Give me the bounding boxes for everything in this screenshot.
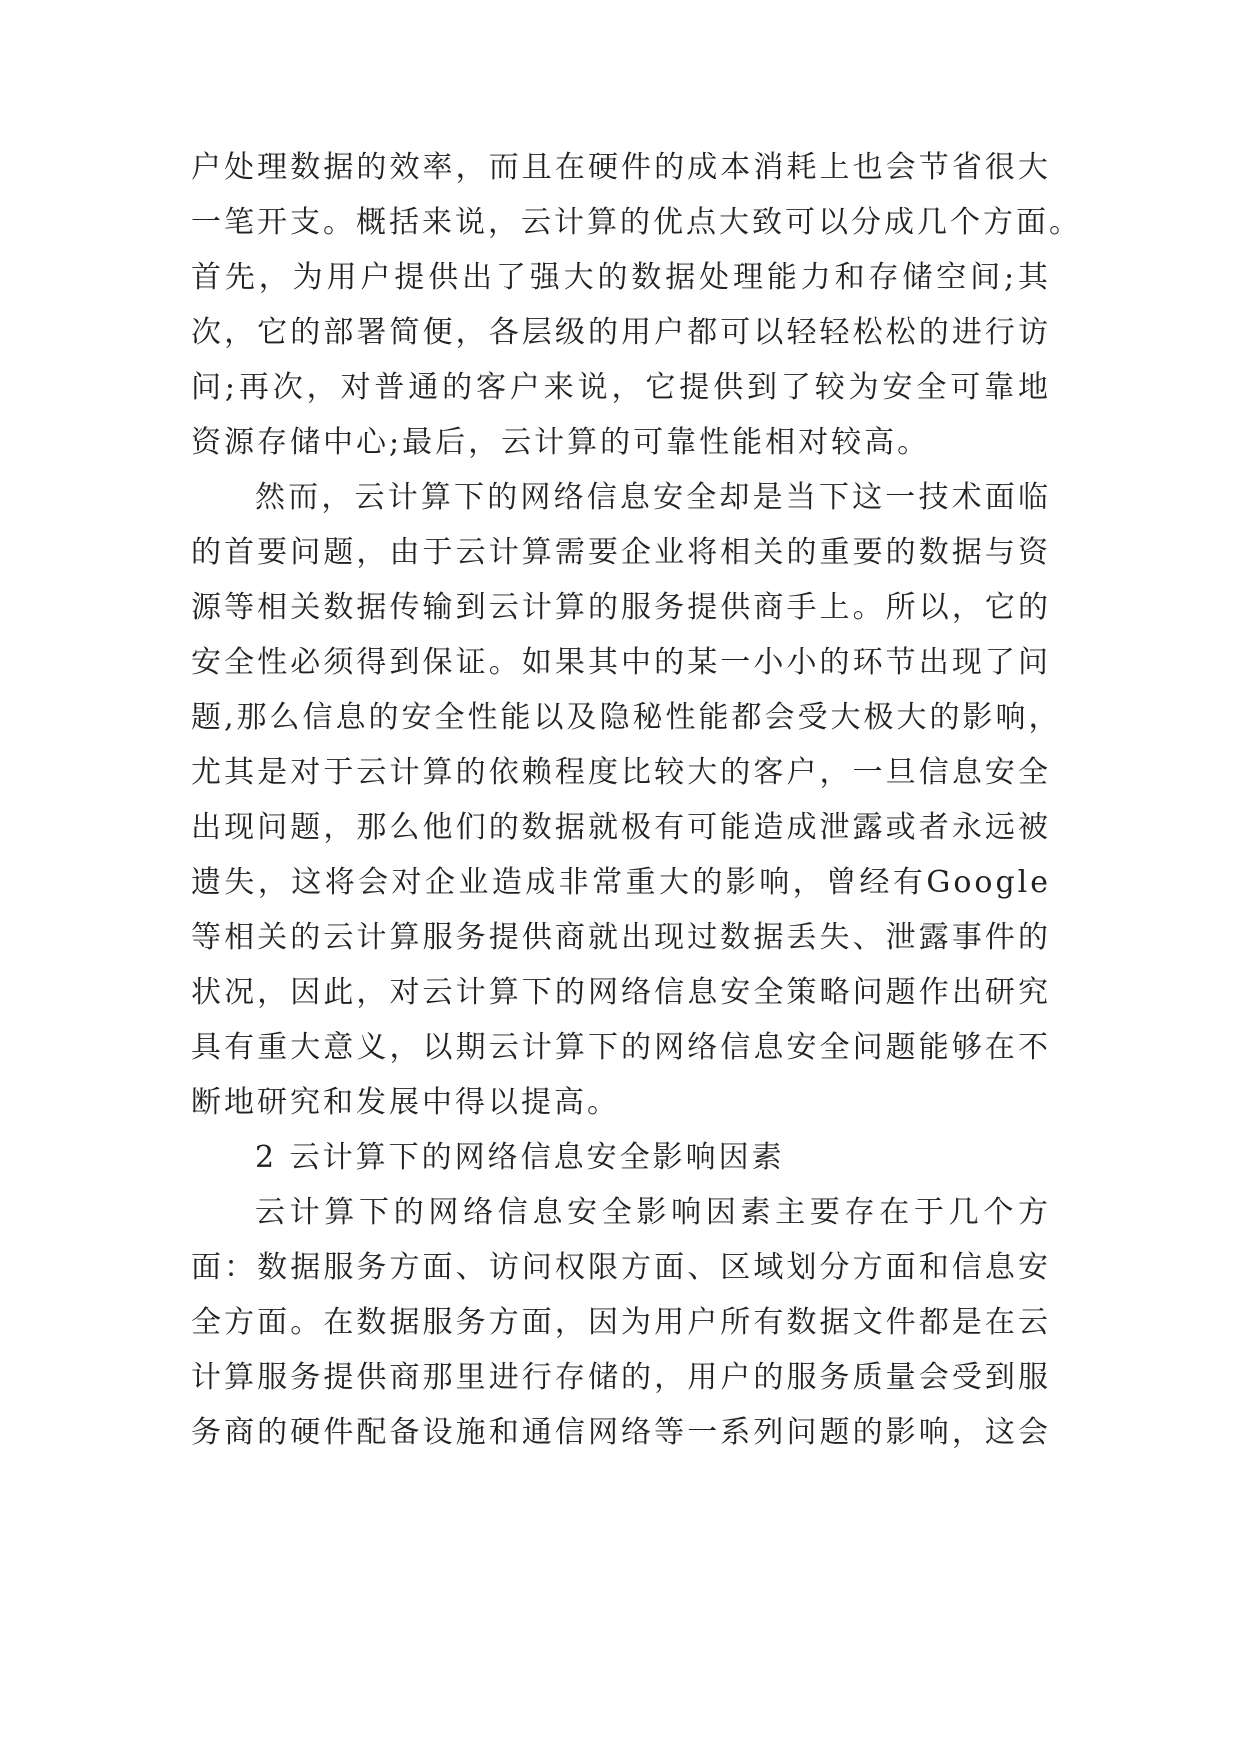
text-line: 计算服务提供商那里进行存储的，用户的服务质量会受到服 bbox=[191, 1360, 1051, 1395]
text-line: 问;再次，对普通的客户来说，它提供到了较为安全可靠地 bbox=[191, 370, 1051, 405]
text-line: 全方面。在数据服务方面，因为用户所有数据文件都是在云 bbox=[191, 1305, 1051, 1340]
text-line: 题,那么信息的安全性能以及隐秘性能都会受大极大的影响， bbox=[191, 700, 1062, 735]
text-line: 务商的硬件配备设施和通信网络等一系列问题的影响，这会 bbox=[191, 1415, 1051, 1450]
text-line: 安全性必须得到保证。如果其中的某一小小的环节出现了问 bbox=[191, 645, 1051, 680]
text-line: 然而，云计算下的网络信息安全却是当下这一技术面临 bbox=[255, 480, 1051, 515]
text-line: 等相关的云计算服务提供商就出现过数据丢失、泄露事件的 bbox=[191, 920, 1051, 955]
text-line: 次，它的部署简便，各层级的用户都可以轻轻松松的进行访 bbox=[191, 315, 1051, 350]
text-line: 尤其是对于云计算的依赖程度比较大的客户，一旦信息安全 bbox=[191, 755, 1051, 790]
text-line: 遗失，这将会对企业造成非常重大的影响，曾经有Google bbox=[191, 865, 1051, 900]
text-line: 一笔开支。概括来说，云计算的优点大致可以分成几个方面。 bbox=[191, 205, 1082, 240]
text-line: 户处理数据的效率，而且在硬件的成本消耗上也会节省很大 bbox=[191, 150, 1051, 185]
document-body bbox=[191, 140, 1082, 1460]
text-line: 云计算下的网络信息安全影响因素主要存在于几个方 bbox=[255, 1195, 1051, 1230]
section-heading: 2 云计算下的网络信息安全影响因素 bbox=[255, 1140, 785, 1175]
text-line: 首先，为用户提供出了强大的数据处理能力和存储空间;其 bbox=[191, 260, 1051, 295]
text-line: 具有重大意义，以期云计算下的网络信息安全问题能够在不 bbox=[191, 1030, 1051, 1065]
text-line: 源等相关数据传输到云计算的服务提供商手上。所以，它的 bbox=[191, 590, 1051, 625]
text-line: 断地研究和发展中得以提高。 bbox=[191, 1085, 620, 1120]
text-line: 状况，因此，对云计算下的网络信息安全策略问题作出研究 bbox=[191, 975, 1051, 1010]
text-line: 的首要问题，由于云计算需要企业将相关的重要的数据与资 bbox=[191, 535, 1051, 570]
text-line: 出现问题，那么他们的数据就极有可能造成泄露或者永远被 bbox=[191, 810, 1051, 845]
text-line: 资源存储中心;最后，云计算的可靠性能相对较高。 bbox=[191, 425, 931, 460]
text-line: 面：数据服务方面、访问权限方面、区域划分方面和信息安 bbox=[191, 1250, 1051, 1285]
